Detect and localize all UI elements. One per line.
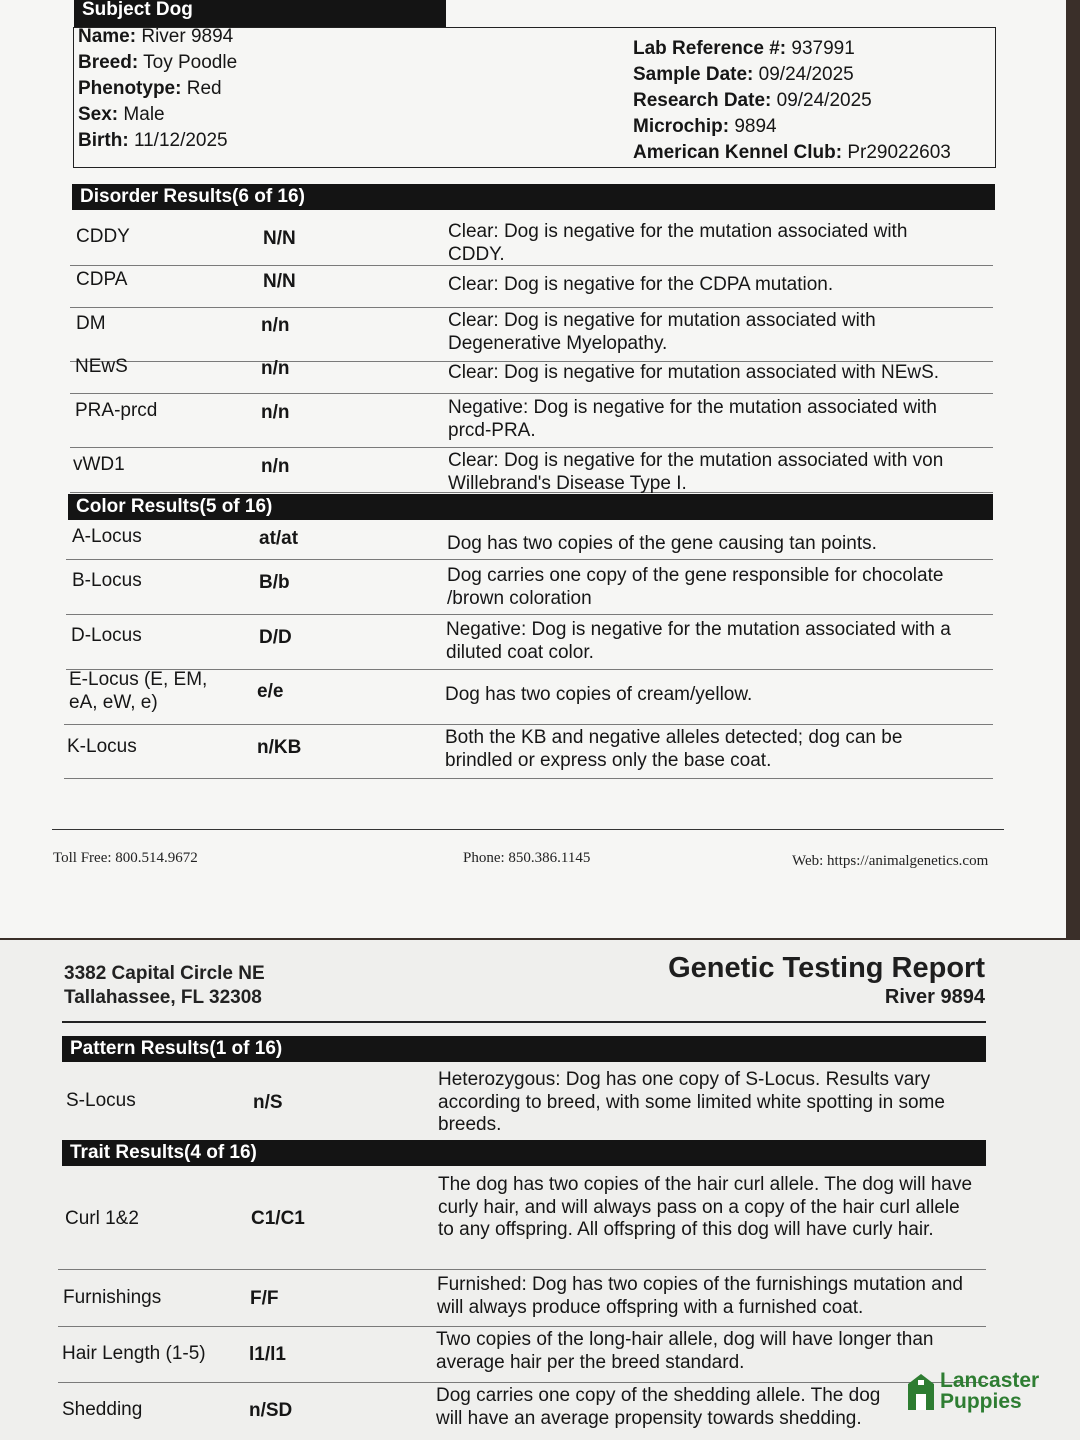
pattern-results-header: Pattern Results(1 of 16) (62, 1036, 986, 1062)
footer-rule (52, 829, 1004, 830)
footer-toll-free: Toll Free: 800.514.9672 (53, 850, 198, 866)
disorder-row-cddy: CDDY N/N Clear: Dog is negative for the mutation associated with CDDY. (70, 215, 993, 266)
lancaster-puppies-logo (906, 1368, 1056, 1418)
lab-address: 3382 Capital Circle NE Tallahassee, FL 32308 (64, 963, 265, 1008)
akc-field: American Kennel Club: Pr29022603 (633, 142, 951, 163)
barn-icon (906, 1372, 936, 1412)
trait-row-curl: Curl 1&2 C1/C1 The dog has two copies of the hair curl allele. The dog will have curly hair, and will always pass on a copy of the hair curl allele to any offspring. All offspring of this dog will have curly hair. (58, 1170, 986, 1270)
disorder-row-pra-prcd: PRA-prcd n/n Negative: Dog is negative for the mutation associated with prcd-PRA. (70, 394, 993, 448)
trait-row-hair-length: Hair Length (1-5) l1/l1 Two copies of the long-hair allele, dog will have longer than average hair per the breed standard. (58, 1327, 986, 1383)
logo-line-2: Puppies (940, 1390, 1022, 1413)
disorder-results-header: Disorder Results(6 of 16) (72, 184, 995, 210)
color-row-d-locus: D-Locus D/D Negative: Dog is negative for the mutation associated with a diluted coat color. (66, 615, 993, 670)
lab-reference-field: Lab Reference #: 937991 (633, 38, 855, 59)
research-date-field: Research Date: 09/24/2025 (633, 90, 872, 111)
disorder-row-news: NEwS n/n Clear: Dog is negative for mutation associated with NEwS. (70, 362, 993, 394)
subject-name-field: Name: River 9894 (78, 26, 234, 47)
subject-left-column (78, 24, 237, 154)
report-subject-name: River 9894 (884, 986, 985, 1008)
color-row-a-locus: A-Locus at/at Dog has two copies of the gene causing tan points. (66, 523, 993, 560)
subject-breed-field: Breed: Toy Poodle (78, 52, 238, 73)
subject-right-column (633, 36, 951, 166)
color-row-k-locus: K-Locus n/KB Both the KB and negative alleles detected; dog can be brindled or express only the base coat. (64, 725, 993, 779)
footer-phone: Phone: 850.386.1145 (463, 850, 591, 866)
subject-phenotype-field: Phenotype: Red (78, 78, 222, 99)
subject-sex-field: Sex: Male (78, 104, 165, 125)
disorder-row-dm: DM n/n Clear: Dog is negative for mutation associated with Degenerative Myelopathy. (70, 308, 993, 362)
color-row-e-locus: E-Locus (E, EM, eA, eW, e) e/e Dog has two copies of cream/yellow. (64, 670, 993, 725)
trait-row-shedding: Shedding n/SD Dog carries one copy of the shedding allele. The dog will have an average propensity towards shedding. (62, 1385, 881, 1429)
report-title: Genetic Testing Report (668, 952, 985, 984)
header-rule (62, 1021, 986, 1023)
logo-line-1: Lancaster (940, 1369, 1040, 1392)
trait-results-header: Trait Results(4 of 16) (62, 1140, 986, 1166)
subject-header: Subject Dog (74, 0, 446, 27)
trait-row-furnishings: Furnishings F/F Furnished: Dog has two copies of the furnishings mutation and will always produce offspring with a furnished coat. (58, 1270, 986, 1327)
disorder-row-cdpa: CDPA N/N Clear: Dog is negative for the CDPA mutation. (70, 266, 993, 308)
disorder-row-vwd1: vWD1 n/n Clear: Dog is negative for the mutation associated with von Willebrand's Disease Type I. (70, 448, 993, 493)
sample-date-field: Sample Date: 09/24/2025 (633, 64, 854, 85)
color-results-header: Color Results(5 of 16) (68, 494, 993, 520)
microchip-field: Microchip: 9894 (633, 116, 777, 137)
color-row-b-locus: B-Locus B/b Dog carries one copy of the gene responsible for chocolate /brown coloration (66, 560, 993, 615)
subject-birth-field: Birth: 11/12/2025 (78, 130, 228, 151)
footer-web: Web: https://animalgenetics.com (792, 853, 989, 869)
pattern-row-s-locus: S-Locus n/S Heterozygous: Dog has one copy of S-Locus. Results vary according to breed, with some limited white spotting in some breeds. (66, 1069, 945, 1135)
